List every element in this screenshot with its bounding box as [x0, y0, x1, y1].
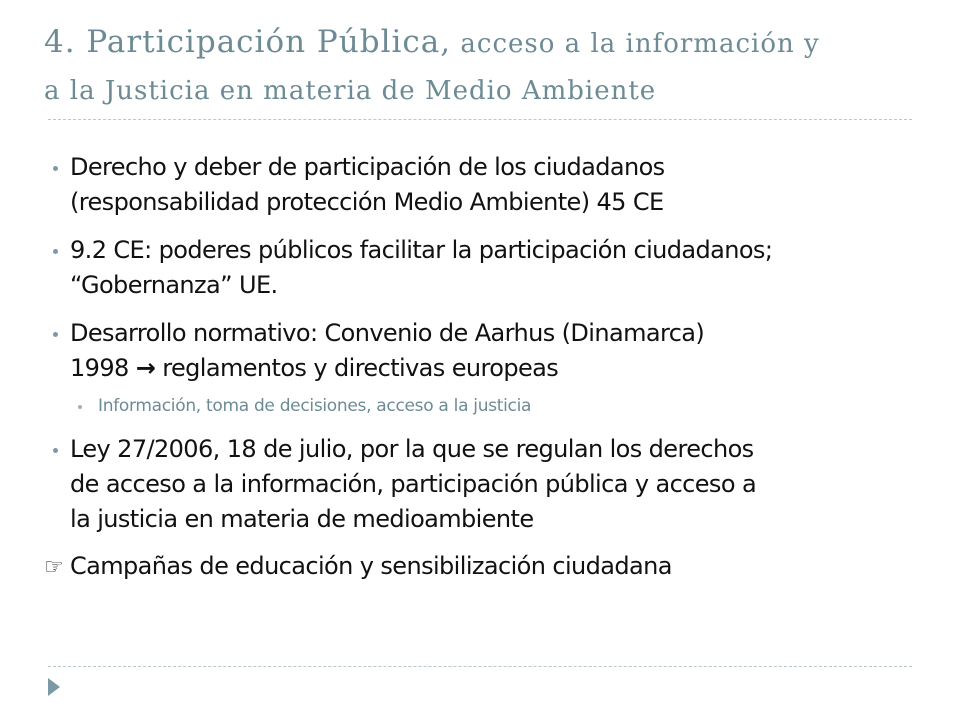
footer-triangle-icon	[48, 678, 60, 696]
bullet-3-line-2	[70, 351, 930, 386]
bullet-2-line-1: 9.2 CE: poderes públicos facilitar la participación ciudadanos;	[70, 236, 773, 264]
bullet-1-line-2: (responsabilidad protección Medio Ambiente) 45 CE	[70, 188, 664, 216]
bullet-dot	[53, 249, 58, 254]
bullet-dot	[53, 448, 58, 453]
campaign-line	[40, 549, 930, 585]
bullet-1-line-1: Derecho y deber de participación de los ciudadanos	[70, 153, 665, 181]
bullet-4-line-3: la justicia en materia de medioambiente	[70, 505, 534, 533]
title-part-2: acceso a la información y	[451, 29, 820, 59]
top-divider	[48, 119, 912, 120]
bullet-3-line-1: Desarrollo normativo: Convenio de Aarhus (Dinamarca)	[70, 319, 705, 347]
title-line-2: a la Justicia en materia de Medio Ambiente	[44, 76, 657, 106]
campaign-text: Campañas de educación y sensibilización ciudadana	[70, 552, 672, 580]
bullet-2-line-2: “Gobernanza” UE.	[70, 271, 278, 299]
bottom-divider	[48, 666, 912, 667]
hand-pointing-icon: ☞	[44, 555, 64, 580]
bullet-dot	[53, 332, 58, 337]
bullet-3-rest: reglamentos y directivas europeas	[155, 354, 559, 382]
bullet-3-year: 1998	[70, 354, 136, 382]
right-arrow-icon: →	[135, 354, 156, 382]
slide-title	[44, 20, 924, 116]
sub-bullet-item	[40, 394, 930, 418]
sub-bullet-text: Información, toma de decisiones, acceso a la justicia	[98, 396, 532, 416]
sub-bullet-dot	[78, 405, 82, 409]
slide-content	[40, 150, 930, 585]
bullet-dot	[53, 166, 58, 171]
title-part-1: 4. Participación Pública,	[44, 24, 452, 60]
bullet-item-3	[40, 316, 930, 386]
bullet-4-line-2: de acceso a la información, participación pública y acceso a	[70, 470, 757, 498]
bullet-item-1	[40, 150, 930, 220]
bullet-item-2	[40, 233, 930, 303]
bullet-item-4	[40, 432, 930, 537]
bullet-4-line-1: Ley 27/2006, 18 de julio, por la que se regulan los derechos	[70, 435, 754, 463]
